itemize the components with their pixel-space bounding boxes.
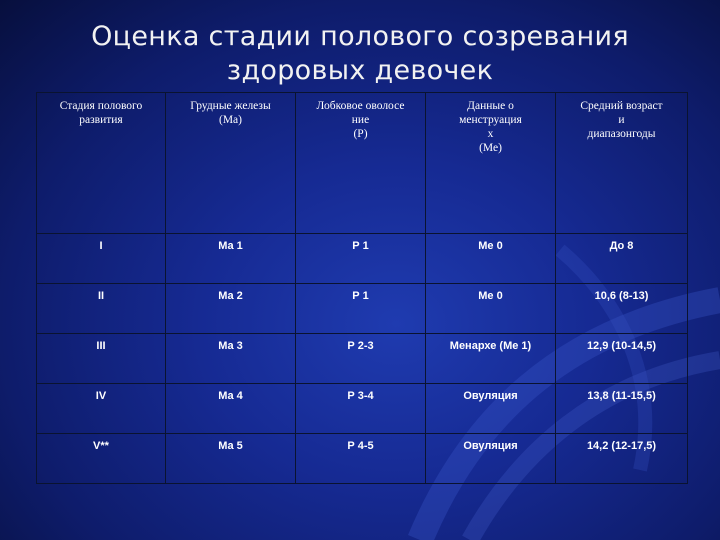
cell-breast: Ма 5 [166,434,296,484]
header-stage: Стадия полового развития [37,93,166,234]
table-row [37,334,688,384]
cell-age: 12,9 (10-14,5) [556,334,688,384]
title-line-2: здоровых девочек [226,55,494,86]
cell-stage: I [37,234,166,284]
cell-breast: Ма 1 [166,234,296,284]
cell-stage: II [37,284,166,334]
cell-menstruation: Ме 0 [426,284,556,334]
cell-menstruation: Менархе (Ме 1) [426,334,556,384]
table-header-row [37,93,688,234]
cell-age: 10,6 (8-13) [556,284,688,334]
title-line-1: Оценка стадии полового созревания [91,21,629,52]
cell-age: 14,2 (12-17,5) [556,434,688,484]
cell-stage: IV [37,384,166,434]
cell-pubic-hair: Р 1 [296,284,426,334]
cell-breast: Ма 2 [166,284,296,334]
cell-pubic-hair: Р 2-3 [296,334,426,384]
header-breast: Грудные железы (Ма) [166,93,296,234]
cell-age: До 8 [556,234,688,284]
cell-menstruation: Овуляция [426,434,556,484]
cell-breast: Ма 3 [166,334,296,384]
cell-menstruation: Ме 0 [426,234,556,284]
cell-stage: III [37,334,166,384]
cell-pubic-hair: Р 4-5 [296,434,426,484]
cell-breast: Ма 4 [166,384,296,434]
header-pubic-hair: Лобковое оволосе ние (Р) [296,93,426,234]
table-row [37,284,688,334]
cell-age: 13,8 (11-15,5) [556,384,688,434]
page-title [0,20,720,88]
header-age: Средний возраст и диапазонгоды [556,93,688,234]
cell-pubic-hair: Р 1 [296,234,426,284]
puberty-stage-table [36,92,688,484]
cell-menstruation: Овуляция [426,384,556,434]
cell-pubic-hair: Р 3-4 [296,384,426,434]
cell-stage: V** [37,434,166,484]
table-row [37,384,688,434]
table-row [37,434,688,484]
table-row [37,234,688,284]
header-menstruation: Данные о менструация х (Ме) [426,93,556,234]
